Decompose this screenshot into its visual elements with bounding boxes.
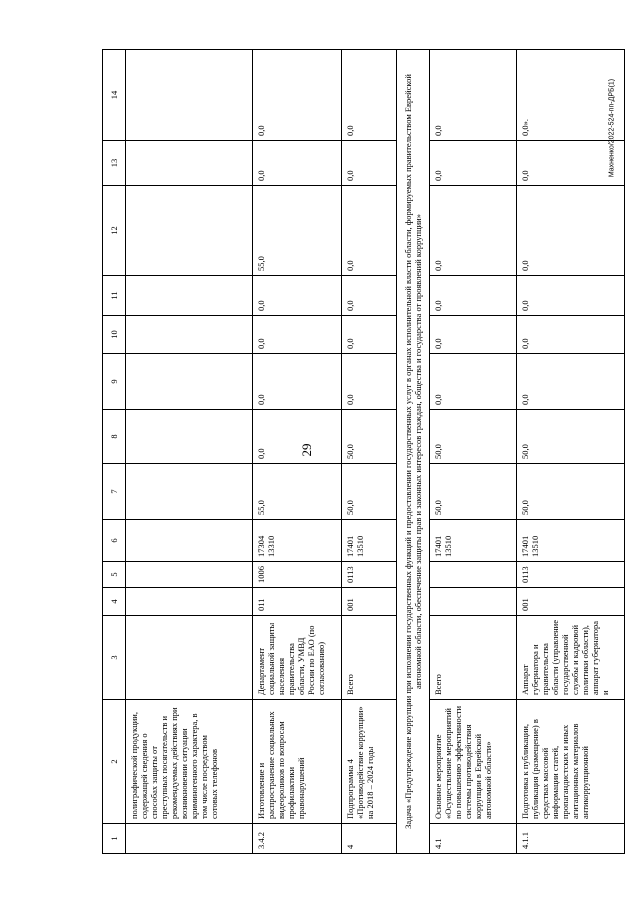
table-row: [126, 50, 253, 854]
table-row: [253, 50, 342, 854]
cell-value: 55,0: [253, 464, 342, 520]
cell-number: 4: [342, 824, 397, 854]
budget-table: [102, 49, 625, 854]
cell-value: [126, 141, 253, 186]
cell-number: 4.1: [430, 824, 517, 854]
cell-value: [126, 464, 253, 520]
header-cell: 13: [103, 141, 126, 186]
cell-code: 011: [253, 588, 342, 616]
cell-executor: Аппарат губернатора и правительства области (управление государственной службы и кадровой политики области), аппарат губернатора и: [517, 616, 625, 700]
cell-value: 0,0: [517, 316, 625, 354]
cell-value: 0,0: [253, 410, 342, 464]
cell-value: [126, 186, 253, 276]
cell-value: 0,0: [430, 186, 517, 276]
header-cell: 12: [103, 186, 126, 276]
cell-number: 3.4.2: [253, 824, 342, 854]
cell-measure-name: Изготовление и распространение социальных видеороликов по вопросам профилактики правонарушений: [253, 700, 342, 824]
cell-value: 50,0: [517, 410, 625, 464]
cell-code: [126, 562, 253, 588]
table-row: [342, 50, 397, 854]
cell-measure-name: Подпрограмма 4 «Противодействие коррупции» на 2018 – 2024 годы: [342, 700, 397, 824]
cell-code: 17304 13310: [253, 520, 342, 562]
cell-value: 0,0: [517, 186, 625, 276]
cell-value: 0,0: [253, 276, 342, 316]
header-cell: 10: [103, 316, 126, 354]
cell-value: 0,0: [342, 141, 397, 186]
cell-value: 50,0: [342, 410, 397, 464]
cell-value: 0,0: [517, 354, 625, 410]
cell-value: 50,0: [430, 410, 517, 464]
cell-value: 50,0: [517, 464, 625, 520]
header-cell: 4: [103, 588, 126, 616]
cell-value: [126, 50, 253, 141]
cell-value: 0,0: [430, 354, 517, 410]
cell-value: [126, 316, 253, 354]
cell-executor: Всего: [342, 616, 397, 700]
cell-measure-name: Основное мероприятие «Осуществление мероприятий по повышению эффективности системы противодействия коррупции в Еврейской автономной области»: [430, 700, 517, 824]
cell-value: 0,0: [342, 186, 397, 276]
cell-value: 0,0: [430, 50, 517, 141]
cell-value: [126, 276, 253, 316]
cell-measure-name: полиграфической продукции, содержащей сведения о способах защиты от преступных посягательств и рекомендуемых действиях при возникновении ситуации криминогенного характера, в том числе посредством сотовых телефонов: [126, 700, 253, 824]
header-cell: 7: [103, 464, 126, 520]
document-reference: Махненко/2022-524-пп-ДРБ(1): [608, 78, 616, 178]
cell-number: 4.1.1: [517, 824, 625, 854]
cell-code: 1006: [253, 562, 342, 588]
header-cell: 9: [103, 354, 126, 410]
table-row: [517, 50, 625, 854]
header-cell: 8: [103, 410, 126, 464]
task-description: Задача «Предупреждение коррупции при исполнении государственных функций и предоставлении государственных услуг в органах исполнительной власти области, формируемых правительством Еврейской автономной области, обеспечение защиты прав и законных интересов граждан, общества и государства от проявлений коррупции»: [397, 50, 430, 854]
cell-value: 0,0: [342, 316, 397, 354]
cell-code: [126, 520, 253, 562]
cell-executor: [126, 616, 253, 700]
cell-number: [126, 824, 253, 854]
cell-value: 0,0: [253, 354, 342, 410]
cell-value: 0,0: [342, 276, 397, 316]
cell-value: 0,0».: [517, 50, 625, 141]
cell-code: [430, 562, 517, 588]
cell-value: [126, 354, 253, 410]
cell-code: [126, 588, 253, 616]
cell-value: 0,0: [430, 141, 517, 186]
cell-value: 0,0: [430, 276, 517, 316]
cell-code: [430, 588, 517, 616]
cell-code: 17401 13510: [517, 520, 625, 562]
task-row: [397, 50, 430, 854]
header-cell: 1: [103, 824, 126, 854]
cell-code: 0113: [517, 562, 625, 588]
header-cell: 5: [103, 562, 126, 588]
cell-value: 0,0: [517, 276, 625, 316]
cell-value: 0,0: [430, 316, 517, 354]
cell-value: 0,0: [253, 316, 342, 354]
header-cell: 11: [103, 276, 126, 316]
cell-code: 001: [342, 588, 397, 616]
rotated-page-area: [102, 50, 611, 854]
cell-code: 17401 13510: [430, 520, 517, 562]
header-cell: 3: [103, 616, 126, 700]
cell-value: 0,0: [253, 50, 342, 141]
cell-value: 0,0: [342, 354, 397, 410]
cell-value: 55,0: [253, 186, 342, 276]
cell-value: 50,0: [430, 464, 517, 520]
cell-measure-name: Подготовка к публикации, публикация (размещение) в средствах массовой информации статей, пропагандистских и иных агитационных материалов антикоррупционной: [517, 700, 625, 824]
header-cell: 2: [103, 700, 126, 824]
cell-value: [126, 410, 253, 464]
header-cell: 14: [103, 50, 126, 141]
cell-value: 0,0: [517, 141, 625, 186]
header-row: [103, 50, 126, 854]
cell-executor: Всего: [430, 616, 517, 700]
cell-code: 001: [517, 588, 625, 616]
cell-value: 0,0: [342, 50, 397, 141]
cell-value: 0,0: [253, 141, 342, 186]
cell-code: 0113: [342, 562, 397, 588]
cell-executor: Департамент социальной защиты населения правительства области, УМВД России по ЕАО (по согласованию): [253, 616, 342, 700]
cell-value: 50,0: [342, 464, 397, 520]
header-cell: 6: [103, 520, 126, 562]
page-number: 29: [299, 443, 314, 457]
cell-code: 17401 13510: [342, 520, 397, 562]
table-wrapper: [102, 50, 611, 854]
table-row: [430, 50, 517, 854]
